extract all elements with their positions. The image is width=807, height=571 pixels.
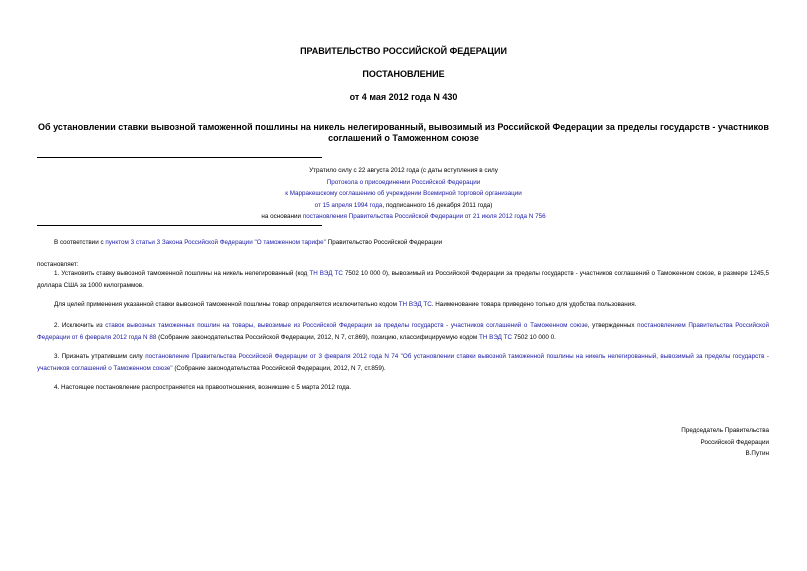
customs-tariff-law-link[interactable]: пунктом 3 статьи 3 Закона Российской Федерации "О таможенном тарифе" (105, 239, 326, 246)
paragraph-3: 3. Признать утратившим силу постановление Правительства Российской Федерации от 3 февраля 2012 года N 74 "Об установлении ставки вывозной таможенной пошлины на никель нелегированный, вывозимый за пределы государств - участников соглашений о Таможенном союзе" (Собрание законодательства Российской Федерации, 2012, N 7, ст.859). (37, 353, 769, 372)
agreement-date-link[interactable]: от 15 апреля 1994 года (314, 201, 383, 209)
signature-position: Председатель Правительства (681, 427, 769, 434)
signature-block (569, 425, 769, 460)
tn-ved-link-1[interactable]: ТН ВЭД ТС (309, 270, 343, 277)
tn-ved-link-2[interactable]: ТН ВЭД ТС (398, 301, 432, 308)
paragraph-1: 1. Установить ставку вывозной таможенной пошлины на никель нелегированный (код ТН ВЭД ТС 7502 10 000 0), вывозимый из Российской Федерации за пределы государств - участников соглашений о Таможенном союзе, в размере 1245,5 доллара США за 1000 килограммов. (37, 270, 769, 289)
signature-organization: Российской Федерации (700, 438, 769, 446)
status-note-line1: Утратило силу с 22 августа 2012 года (с даты вступления в силу (309, 167, 498, 174)
document-title: Об установлении ставки вывозной таможенной пошлины на никель нелегированный, вывозимый из Российской Федерации за пределы государств - участников соглашений о Таможенном союзе (38, 122, 769, 143)
decree-88-link[interactable]: постановлением Правительства Российской Федерации от 6 февраля 2012 года N 88 (37, 322, 769, 341)
divider-bottom (37, 225, 322, 226)
government-heading: ПРАВИТЕЛЬСТВО РОССИЙСКОЙ ФЕДЕРАЦИИ (300, 46, 507, 56)
marrakesh-agreement-link[interactable]: к Марракешскому соглашению об учреждении Всемирной торговой организации (285, 190, 522, 197)
status-note-line4-text: , подписанного 16 декабря 2011 года) (382, 201, 493, 209)
paragraph-4: 4. Настоящее постановление распространяется на правоотношения, возникшие с 5 марта 2012 года. (54, 384, 352, 391)
decree-756-link[interactable]: постановления Правительства Российской Федерации от 21 июля 2012 года N 756 (302, 213, 546, 220)
decrees-label: постановляет: (37, 261, 79, 268)
tn-ved-link-3[interactable]: ТН ВЭД ТС (478, 333, 513, 341)
status-note-line5-text: на основании (261, 213, 303, 220)
decree-74-link[interactable]: постановление Правительства Российской Федерации от 3 февраля 2012 года N 74 "Об установлении ставки вывозной таможенной пошлины на никель нелегированный, вывозимый за пределы государств - участников соглашений о Таможенном союзе" (37, 353, 769, 372)
protocol-link[interactable]: Протокола о присоединении Российской Федерации (326, 178, 481, 186)
intro-paragraph: В соответствии с пунктом 3 статьи 3 Закона Российской Федерации "О таможенном тарифе" Правительство Российской Федерации (54, 239, 443, 246)
paragraph-2: 2. Исключить из ставок вывозных таможенных пошлин на товары, вывозимые из Российской Федерации за пределы государств - участников соглашений о Таможенном союзе, утвержденных постановлением Правительства Российской Федерации от 6 февраля 2012 года N 88 (Собрание законодательства Российской Федерации, 2012, N 7, ст.869), позицию, классифицируемую кодом ТН ВЭД ТС 7502 10 000 0. (37, 322, 769, 341)
divider-top (37, 157, 322, 158)
signature-name: В.Путин (745, 450, 769, 457)
document-date-number: от 4 мая 2012 года N 430 (349, 92, 458, 102)
status-note (0, 165, 807, 223)
export-duties-link[interactable]: ставок вывозных таможенных пошлин на товары, вывозимые из Российской Федерации за пределы государств - участников соглашений о Таможенном союзе (105, 322, 588, 329)
paragraph-1b: Для целей применения указанной ставки вывозной таможенной пошлины товар определяется исключительно кодом ТН ВЭД ТС. Наименование товара приведено только для удобства пользования. (54, 301, 637, 308)
document-type: ПОСТАНОВЛЕНИЕ (362, 69, 445, 79)
